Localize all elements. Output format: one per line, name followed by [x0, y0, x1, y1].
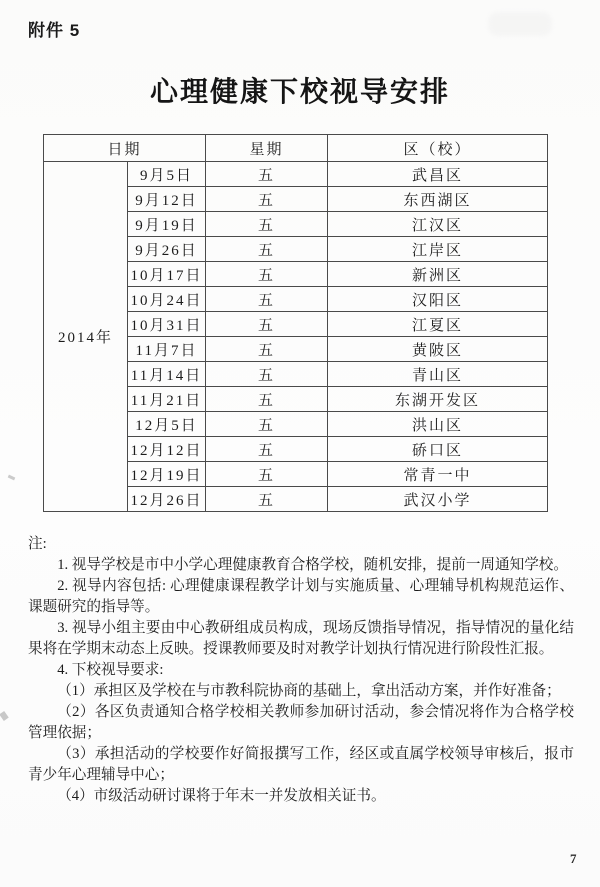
- date-cell: 9月5日: [128, 162, 206, 187]
- column-header-week: 星期: [206, 135, 328, 162]
- note-item: 1. 视导学校是市中小学心理健康教育合格学校，随机安排，提前一周通知学校。: [57, 557, 568, 573]
- date-cell: 12月19日: [128, 462, 206, 487]
- district-cell: 江岸区: [328, 237, 548, 262]
- district-cell: 青山区: [328, 362, 548, 387]
- district-cell: 武昌区: [328, 162, 548, 187]
- notes-label: 注:: [28, 536, 47, 552]
- column-header-date: 日期: [44, 135, 206, 162]
- table-row: [44, 162, 548, 187]
- week-cell: 五: [206, 262, 328, 287]
- date-cell: 10月24日: [128, 287, 206, 312]
- note-item: （2）各区负责通知合格学校相关教师参加研讨活动，参会情况将作为合格学校管理依据；: [28, 704, 574, 741]
- district-cell: 硚口区: [328, 437, 548, 462]
- page-number: 7: [570, 851, 577, 866]
- date-cell: 10月31日: [128, 312, 206, 337]
- district-cell: 新洲区: [328, 262, 548, 287]
- table-header-row: [44, 135, 548, 162]
- district-cell: 江夏区: [328, 312, 548, 337]
- attachment-label: 附件 5: [28, 21, 81, 40]
- date-cell: 12月26日: [128, 487, 206, 512]
- date-cell: 9月26日: [128, 237, 206, 262]
- note-item: 2. 视导内容包括: 心理健康课程教学计划与实施质量、心理辅导机构规范运作、课题研究的指导等。: [28, 578, 574, 615]
- week-cell: 五: [206, 187, 328, 212]
- date-cell: 11月7日: [128, 337, 206, 362]
- date-cell: 11月14日: [128, 362, 206, 387]
- district-cell: 汉阳区: [328, 287, 548, 312]
- year-cell: 2014年: [44, 162, 128, 512]
- note-item: 3. 视导小组主要由中心教研组成员构成，现场反馈指导情况，指导情况的量化结果将在学期末动态上反映。授课教师要及时对教学计划执行情况进行阶段性汇报。: [28, 620, 574, 657]
- week-cell: 五: [206, 162, 328, 187]
- district-cell: 常青一中: [328, 462, 548, 487]
- note-item: 4. 下校视导要求:: [57, 662, 164, 678]
- week-cell: 五: [206, 412, 328, 437]
- district-cell: 东湖开发区: [328, 387, 548, 412]
- district-cell: 东西湖区: [328, 187, 548, 212]
- scan-speck: [8, 475, 16, 481]
- scan-speck: [0, 711, 9, 721]
- week-cell: 五: [206, 362, 328, 387]
- district-cell: 黄陂区: [328, 337, 548, 362]
- column-header-district: 区（校）: [328, 135, 548, 162]
- note-item: （4）市级活动研讨课将于年末一并发放相关证书。: [57, 788, 386, 804]
- district-cell: 江汉区: [328, 212, 548, 237]
- week-cell: 五: [206, 462, 328, 487]
- note-item: （3）承担活动的学校要作好简报撰写工作，经区或直属学校领导审核后，报市青少年心理辅导中心；: [28, 746, 574, 783]
- scan-smudge: [488, 12, 552, 36]
- week-cell: 五: [206, 287, 328, 312]
- date-cell: 11月21日: [128, 387, 206, 412]
- date-cell: 9月12日: [128, 187, 206, 212]
- week-cell: 五: [206, 437, 328, 462]
- week-cell: 五: [206, 312, 328, 337]
- date-cell: 9月19日: [128, 212, 206, 237]
- week-cell: 五: [206, 237, 328, 262]
- notes-section: [28, 534, 574, 807]
- district-cell: 武汉小学: [328, 487, 548, 512]
- date-cell: 10月17日: [128, 262, 206, 287]
- district-cell: 洪山区: [328, 412, 548, 437]
- note-item: （1）承担区及学校在与市教科院协商的基础上，拿出活动方案，并作好准备；: [57, 683, 561, 699]
- week-cell: 五: [206, 337, 328, 362]
- date-cell: 12月12日: [128, 437, 206, 462]
- page-title: 心理健康下校视导安排: [149, 77, 450, 108]
- schedule-table: [43, 134, 548, 512]
- week-cell: 五: [206, 212, 328, 237]
- date-cell: 12月5日: [128, 412, 206, 437]
- week-cell: 五: [206, 487, 328, 512]
- week-cell: 五: [206, 387, 328, 412]
